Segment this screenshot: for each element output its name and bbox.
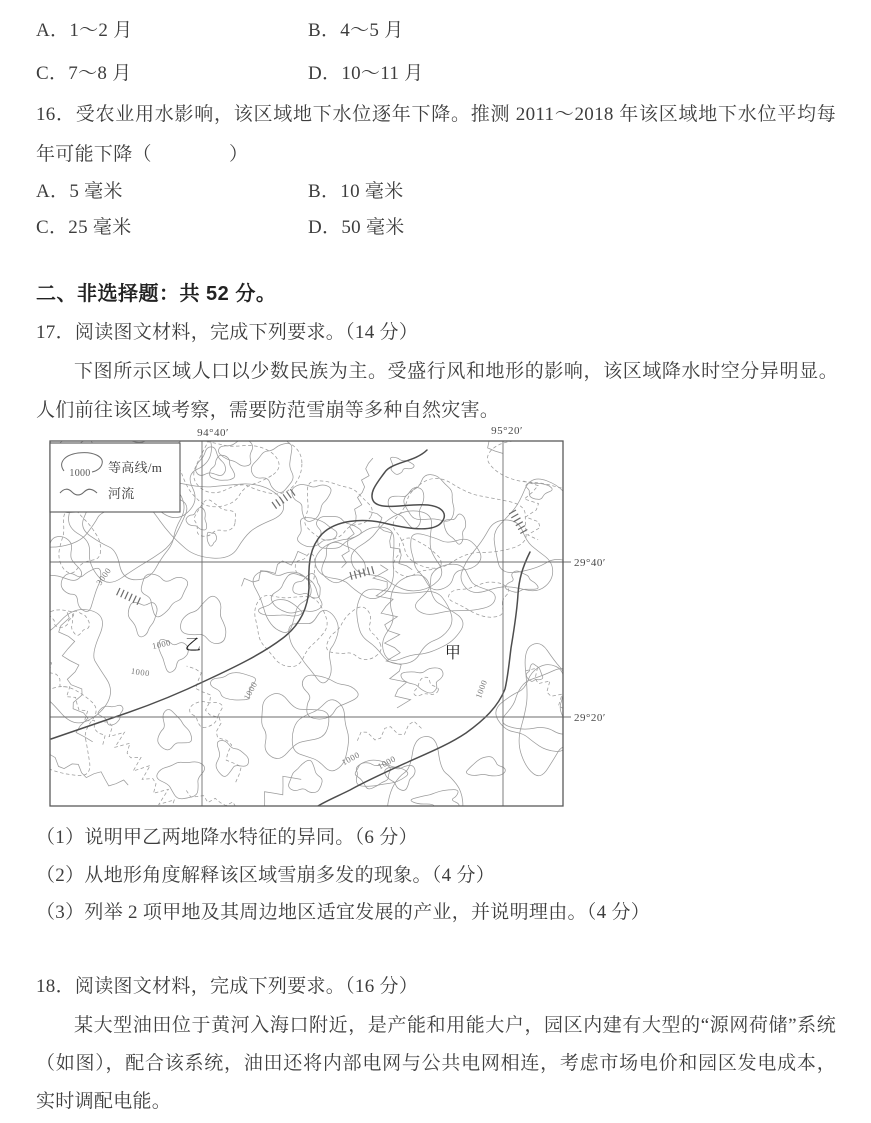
subquestion-2: （2）从地形角度解释该区域雪崩多发的现象。（4 分） xyxy=(36,865,496,886)
option-c: C．7～8 月 xyxy=(36,63,132,84)
question-18-title: 18．阅读图文材料，完成下列要求。（16 分） xyxy=(36,976,419,997)
subquestion-3: （3）列举 2 项甲地及其周边地区适宜发展的产业，并说明理由。（4 分） xyxy=(36,902,651,923)
question-17-title: 17．阅读图文材料，完成下列要求。（14 分） xyxy=(36,322,419,343)
map-legend xyxy=(50,443,180,512)
contour-annotation: 1000 xyxy=(151,637,172,651)
point-label-jia: 甲 xyxy=(444,645,462,662)
option-c: C．25 毫米 xyxy=(36,217,132,238)
option-a: A．1～2 月 xyxy=(36,20,133,41)
lat-label-1: 29°40′ xyxy=(574,557,606,569)
contour-annotation: 1000 xyxy=(241,679,260,702)
lon-label-2: 95°20′ xyxy=(491,425,523,437)
legend-contour-value: 1000 xyxy=(69,468,91,479)
contour-annotation: 1000 xyxy=(130,665,151,679)
option-d: D．50 毫米 xyxy=(308,217,405,238)
option-row xyxy=(36,176,836,204)
lon-label-1: 94°40′ xyxy=(197,427,229,439)
option-row xyxy=(36,212,836,240)
contour-annotation: 3000 xyxy=(93,565,114,587)
contour-annotation: 1000 xyxy=(339,749,362,768)
legend-river-label: 河流 xyxy=(108,486,135,501)
option-d: D．10～11 月 xyxy=(308,63,424,84)
option-b: B．4～5 月 xyxy=(308,20,404,41)
question-18-paragraph: 某大型油田位于黄河入海口附近，是产能和用能大户，园区内建有大型的“源网荷储”系统（如图），配合该系统，油田还将内部电网与公共电网相连，考虑市场电价和园区发电成本，实时调配电能。 xyxy=(36,1015,836,1112)
lat-label-2: 29°20′ xyxy=(574,712,606,724)
contour-annotation: 1000 xyxy=(473,678,490,700)
option-b: B．10 毫米 xyxy=(308,181,404,202)
section-header: 二、非选择题：共 52 分。 xyxy=(36,283,277,305)
question-16-text: 16．受农业用水影响，该区域地下水位逐年下降。推测 2011～2018 年该区域地下水位平均每年可能下降（ ） xyxy=(36,104,836,165)
point-label-yi: 乙 xyxy=(184,637,202,654)
question-17-intro: 下图所示区域人口以少数民族为主。受盛行风和地形的影响，该区域降水时空分异明显。人们前往该区域考察，需要防范雪崩等多种自然灾害。 xyxy=(36,361,838,421)
legend-contour-label: 等高线/m xyxy=(108,460,163,475)
topographic-map-figure xyxy=(30,420,630,820)
option-a: A．5 毫米 xyxy=(36,181,123,202)
subquestion-1: （1）说明甲乙两地降水特征的异同。（6 分） xyxy=(36,827,418,848)
option-row xyxy=(36,15,836,43)
option-row xyxy=(36,58,836,86)
contour-annotation: 1000 xyxy=(375,753,398,772)
